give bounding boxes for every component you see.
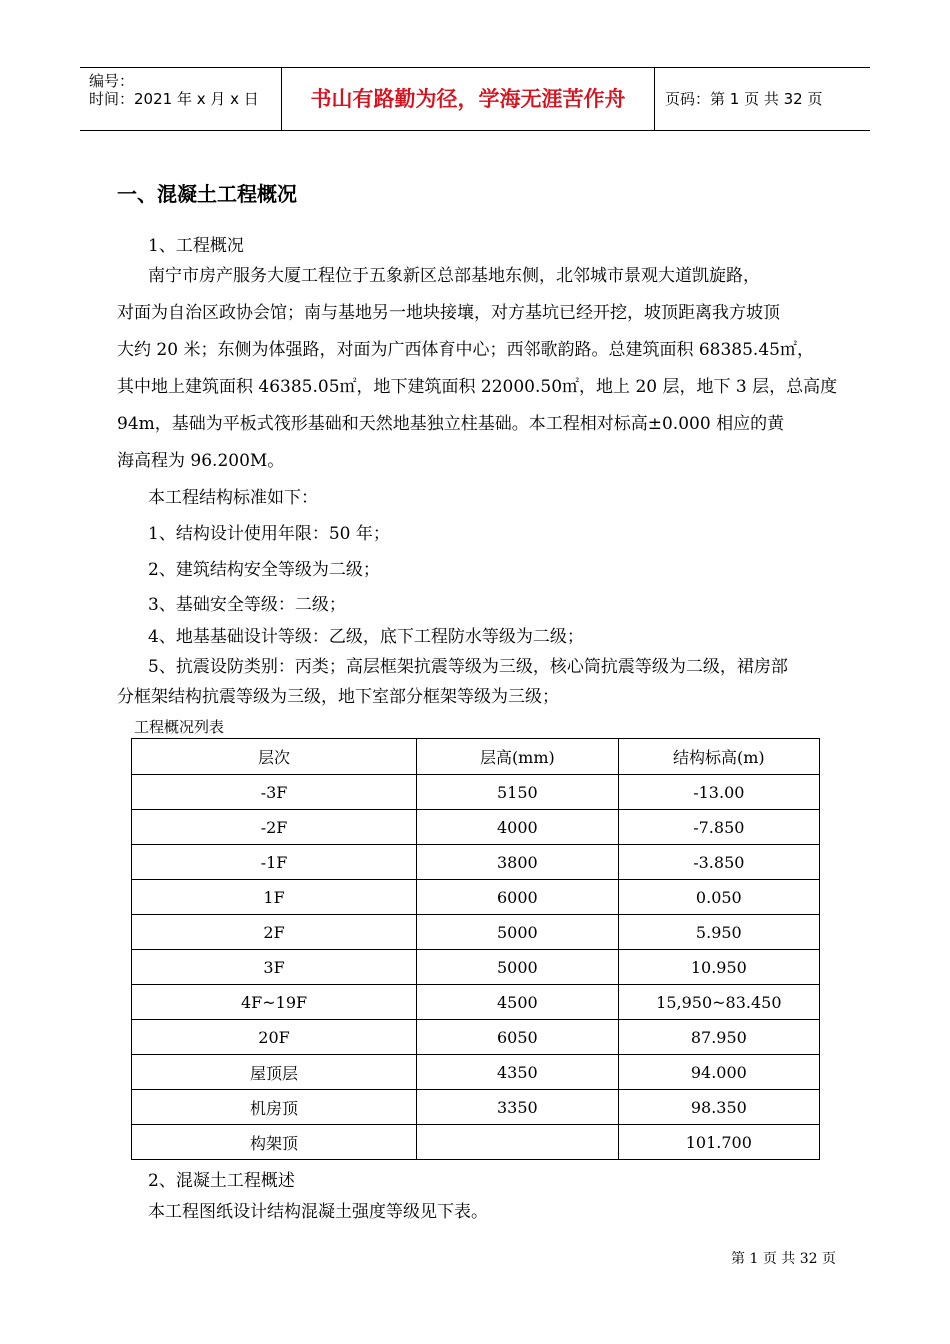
table-cell: 构架顶: [132, 1125, 417, 1160]
page-header: [80, 67, 870, 131]
table-row: [132, 1125, 820, 1160]
paragraph-line: 本工程结构标准如下：: [148, 488, 318, 508]
project-overview-table: [131, 738, 820, 1160]
paragraph-line: 海高程为 96.200M。: [117, 451, 285, 471]
table-cell: 机房顶: [132, 1090, 417, 1125]
section-title: 一、混凝土工程概况: [117, 182, 297, 206]
table-cell: 4500: [417, 985, 619, 1020]
paragraph-line: 对面为自治区政协会馆；南与基地另一地块接壤，对方基坑已经开挖，坡顶距离我方坡顶: [117, 303, 780, 323]
table-cell: 屋顶层: [132, 1055, 417, 1090]
paragraph-line: 94m，基础为平板式筏形基础和天然地基独立柱基础。本工程相对标高±0.000 相应的黄: [117, 414, 785, 434]
subsection-heading: 2、混凝土工程概述: [148, 1171, 295, 1191]
table-row: [132, 775, 820, 810]
page-footer: 第 1 页 共 32 页: [731, 1251, 836, 1267]
table-row: [132, 915, 820, 950]
table-header-row: [132, 739, 820, 775]
table-cell: 0.050: [618, 880, 819, 915]
document-number-label: 编号：: [89, 72, 135, 90]
table-cell: 5000: [417, 950, 619, 985]
table-cell: 6000: [417, 880, 619, 915]
table-cell: -13.00: [618, 775, 819, 810]
table-cell: 10.950: [618, 950, 819, 985]
table-row: [132, 1020, 820, 1055]
paragraph-line: 本工程图纸设计结构混凝土强度等级见下表。: [148, 1202, 488, 1222]
table-cell: 20F: [132, 1020, 417, 1055]
list-item: 5、抗震设防类别：丙类；高层框架抗震等级为三级，核心筒抗震等级为二级，裙房部: [148, 657, 788, 677]
paragraph-line: 南宁市房产服务大厦工程位于五象新区总部基地东侧，北邻城市景观大道凯旋路，: [148, 266, 760, 286]
table-cell: -7.850: [618, 810, 819, 845]
table-cell: 98.350: [618, 1090, 819, 1125]
header-meta: [80, 68, 282, 130]
list-item-continuation: 分框架结构抗震等级为三级，地下室部分框架等级为三级；: [117, 687, 559, 707]
list-item: 3、基础安全等级：二级；: [148, 595, 346, 615]
subsection-heading: 1、工程概况: [148, 236, 244, 256]
table-cell: 4F~19F: [132, 985, 417, 1020]
document-time-label: 时间：2021 年 x 月 x 日: [89, 90, 259, 108]
header-motto: 书山有路勤为径，学海无涯苦作舟: [282, 68, 655, 130]
table-row: [132, 950, 820, 985]
table-row: [132, 1055, 820, 1090]
table-caption: 工程概况列表: [134, 718, 225, 736]
table-cell: 101.700: [618, 1125, 819, 1160]
table-row: [132, 845, 820, 880]
table-cell: 4000: [417, 810, 619, 845]
column-header-structural-elevation: 结构标高(m): [618, 739, 819, 775]
list-item: 4、地基基础设计等级：乙级，底下工程防水等级为二级；: [148, 627, 584, 647]
table-cell: 2F: [132, 915, 417, 950]
table-cell: 87.950: [618, 1020, 819, 1055]
list-item: 1、结构设计使用年限：50 年；: [148, 524, 390, 544]
table-row: [132, 810, 820, 845]
table-cell: -1F: [132, 845, 417, 880]
table-cell: 5.950: [618, 915, 819, 950]
table-cell: -3F: [132, 775, 417, 810]
table-cell: -3.850: [618, 845, 819, 880]
list-item: 2、建筑结构安全等级为二级；: [148, 560, 380, 580]
table-cell: -2F: [132, 810, 417, 845]
column-header-floor: 层次: [132, 739, 417, 775]
table-cell: 15,950~83.450: [618, 985, 819, 1020]
column-header-floor-height: 层高(mm): [417, 739, 619, 775]
table-cell: [417, 1125, 619, 1160]
paragraph-line: 其中地上建筑面积 46385.05㎡，地下建筑面积 22000.50㎡，地上 20 层，地下 3 层，总高度: [117, 377, 838, 397]
table-row: [132, 880, 820, 915]
table-cell: 3350: [417, 1090, 619, 1125]
table-row: [132, 1090, 820, 1125]
table-row: [132, 985, 820, 1020]
header-page-number: 页码：第 1 页 共 32 页: [665, 90, 823, 108]
paragraph-line: 大约 20 米；东侧为体强路，对面为广西体育中心；西邻歌韵路。总建筑面积 68385.45㎡，: [117, 340, 814, 360]
table-cell: 94.000: [618, 1055, 819, 1090]
table-cell: 5000: [417, 915, 619, 950]
table-cell: 4350: [417, 1055, 619, 1090]
table-cell: 3F: [132, 950, 417, 985]
table-cell: 6050: [417, 1020, 619, 1055]
table-cell: 5150: [417, 775, 619, 810]
table-cell: 1F: [132, 880, 417, 915]
table-cell: 3800: [417, 845, 619, 880]
